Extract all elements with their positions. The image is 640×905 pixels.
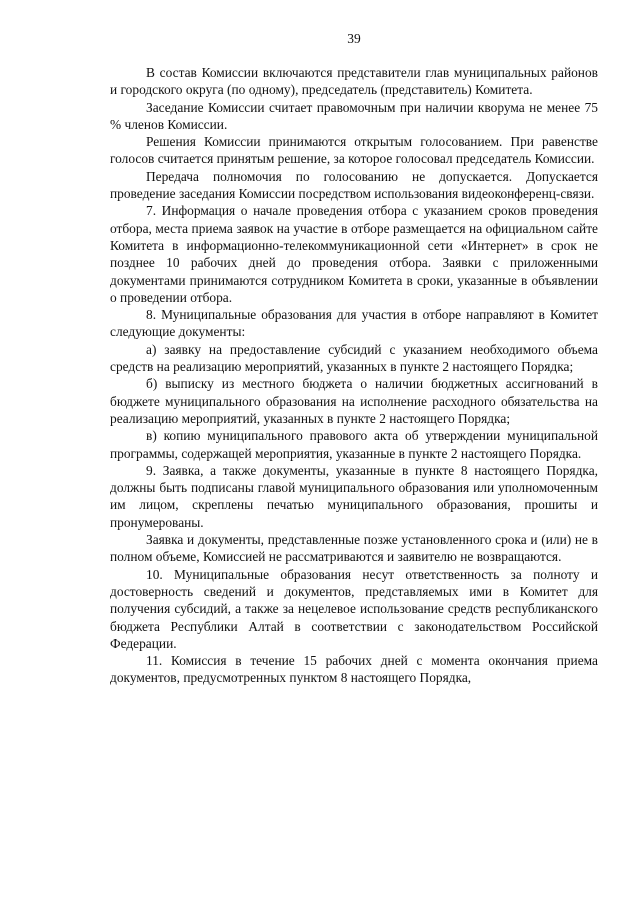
paragraph-quorum: Заседание Комиссии считает правомочным при наличии кворума не менее 75 % членов Комиссии. bbox=[110, 99, 598, 132]
document-body bbox=[110, 64, 598, 687]
paragraph-item-8: 8. Муниципальные образования для участия в отборе направляют в Комитет следующие документы: bbox=[110, 307, 598, 340]
paragraph-commission-composition: В состав Комиссии включаются представители глав муниципальных районов и городского округа (по одному), председатель (представитель) Комитета. bbox=[110, 65, 598, 98]
paragraph-late-submission: Заявка и документы, представленные позже установленного срока и (или) не в полном объеме, Комиссией не рассматриваются и заявителю не возвращаются. bbox=[110, 532, 598, 565]
paragraph-videoconference: Передача полномочия по голосованию не допускается. Допускается проведение заседания Комиссии посредством использования видеоконференц-связи. bbox=[110, 168, 598, 202]
paragraph-voting: Решения Комиссии принимаются открытым голосованием. При равенстве голосов считается принятым решение, за которое голосовал председатель Комиссии. bbox=[110, 134, 598, 167]
paragraph-item-11: 11. Комиссия в течение 15 рабочих дней с момента окончания приема документов, предусмотренных пунктом 8 настоящего Порядка, bbox=[110, 653, 598, 686]
paragraph-item-10: 10. Муниципальные образования несут ответственность за полноту и достоверность сведений и документов, представляемых ими в Комитет для получения субсидий, а также за нецелевое использование средств республиканского бюджета Республики Алтай в соответствии с законодательством Российской Федерации. bbox=[110, 566, 598, 651]
paragraph-item-8b: б) выписку из местного бюджета о наличии бюджетных ассигнований в бюджете муниципального образования на исполнение расходного обязательства на реализацию мероприятий, указанных в пункте 2 настоящего Порядка; bbox=[110, 376, 598, 426]
paragraph-item-9: 9. Заявка, а также документы, указанные в пункте 8 настоящего Порядка, должны быть подписаны главой муниципального образования или уполномоченным им лицом, скреплены печатью муниципального образования, прошиты и пронумерованы. bbox=[110, 462, 598, 530]
paragraph-item-8a: а) заявку на предоставление субсидий с указанием необходимого объема средств на реализацию мероприятий, указанных в пункте 2 настоящего Порядка; bbox=[110, 341, 598, 375]
page-number: 39 bbox=[347, 31, 361, 46]
paragraph-item-7: 7. Информация о начале проведения отбора с указанием сроков проведения отбора, места приема заявок на участие в отборе размещается на официальном сайте Комитета в информационно-телекоммуникационной сети «Интернет» в срок не позднее 10 рабочих дней до проведения отбора. Заявки с приложенными документами принимаются сотрудником Комитета в сроки, указанные в объявлении о проведении отбора. bbox=[110, 203, 598, 305]
paragraph-item-8c: в) копию муниципального правового акта об утверждении муниципальной программы, содержащей мероприятия, указанные в пункте 2 настоящего Порядка. bbox=[110, 428, 598, 461]
